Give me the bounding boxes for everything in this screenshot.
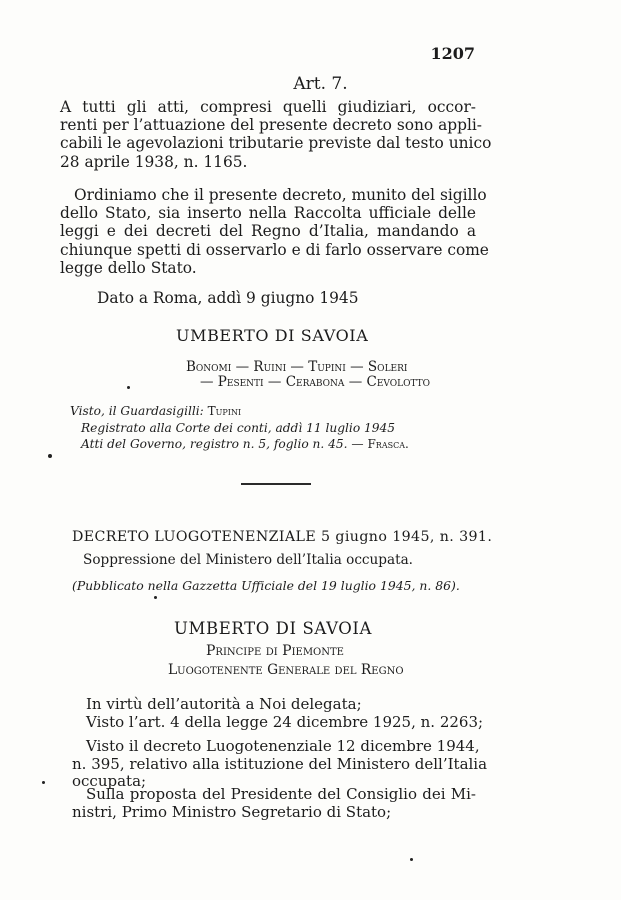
page-number: 1207 (430, 44, 475, 63)
ministers-line-1: Bonomi — Ruini — Tupini — Soleri (186, 359, 408, 375)
article-paragraph-2 (60, 186, 489, 277)
decree-heading-title-1: Principe di Piemonte (206, 643, 344, 659)
text-line: n. 395, relativo alla istituzione del Ministero dell’Italia (72, 754, 488, 773)
text-line: 28 aprile 1938, n. 1165. (60, 152, 248, 171)
text-line: leggi e dei decreti del Regno d’Italia, mandando a (60, 222, 476, 241)
registrato-line: Registrato alla Corte dei conti, addì 11 luglio 1945 (81, 421, 396, 435)
ink-speck (154, 596, 157, 599)
ink-speck (127, 386, 130, 389)
text-line: renti per l’attuazione del presente decreto sono appli- (60, 116, 482, 135)
ministers-line-2: — Pesenti — Cerabona — Cevolotto (200, 374, 431, 390)
decree-publication: (Pubblicato nella Gazzetta Ufficiale del 19 luglio 1945, n. 86). (72, 578, 460, 593)
text-line: dello Stato, sia inserto nella Raccolta ufficiale delle (60, 204, 476, 223)
atti-line (81, 437, 409, 451)
ink-speck (410, 858, 413, 861)
decree-preamble-3 (72, 737, 488, 791)
visto-line (70, 404, 241, 418)
decree-preamble-1 (86, 696, 490, 714)
text-line: Ordiniamo che il presente decreto, munito del sigillo (74, 186, 487, 204)
decree-title: DECRETO LUOGOTENENZIALE 5 giugno 1945, n. 391. (72, 529, 493, 545)
visto-name: Tupini (207, 404, 242, 418)
dato-line: Dato a Roma, addì 9 giugno 1945 (97, 289, 359, 307)
text-line: Visto il decreto Luogotenenziale 12 dicembre 1944, (86, 737, 480, 755)
signatory-name: UMBERTO DI SAVOIA (176, 326, 369, 345)
text-line: nistri, Primo Ministro Segretario di Stato; (72, 802, 392, 821)
visto-label: Visto, il Guardasigilli: (70, 404, 204, 418)
text-line: Sulla proposta del Presidente del Consiglio dei Mi- (86, 785, 476, 803)
article-paragraph-1 (60, 98, 492, 171)
text-line: cabili le agevolazioni tributarie previste dal testo unico (60, 134, 492, 153)
text-line: Visto l’art. 4 della legge 24 dicembre 1925, n. 2263; (86, 713, 484, 731)
section-divider (241, 483, 311, 485)
decree-heading-name: UMBERTO DI SAVOIA (174, 619, 373, 638)
atti-text: Atti del Governo, registro n. 5, foglio n. 45. — (81, 437, 364, 451)
ink-speck (48, 454, 52, 458)
ink-speck (42, 781, 45, 784)
article-title: Art. 7. (293, 74, 348, 94)
decree-preamble-4 (72, 786, 476, 821)
text-line: legge dello Stato. (60, 258, 197, 277)
atti-signer: Frasca. (367, 437, 409, 451)
text-line: A tutti gli atti, compresi quelli giudiziari, occor- (60, 98, 476, 116)
decree-subject: Soppressione del Ministero dell’Italia occupata. (83, 552, 414, 568)
text-line: occupata; (72, 772, 147, 791)
text-line: In virtù dell’autorità a Noi delegata; (86, 695, 362, 713)
decree-preamble-2 (86, 713, 484, 732)
decree-heading-title-2: Luogotenente Generale del Regno (168, 662, 404, 678)
text-line: chiunque spetti di osservarlo e di farlo osservare come (60, 240, 489, 259)
